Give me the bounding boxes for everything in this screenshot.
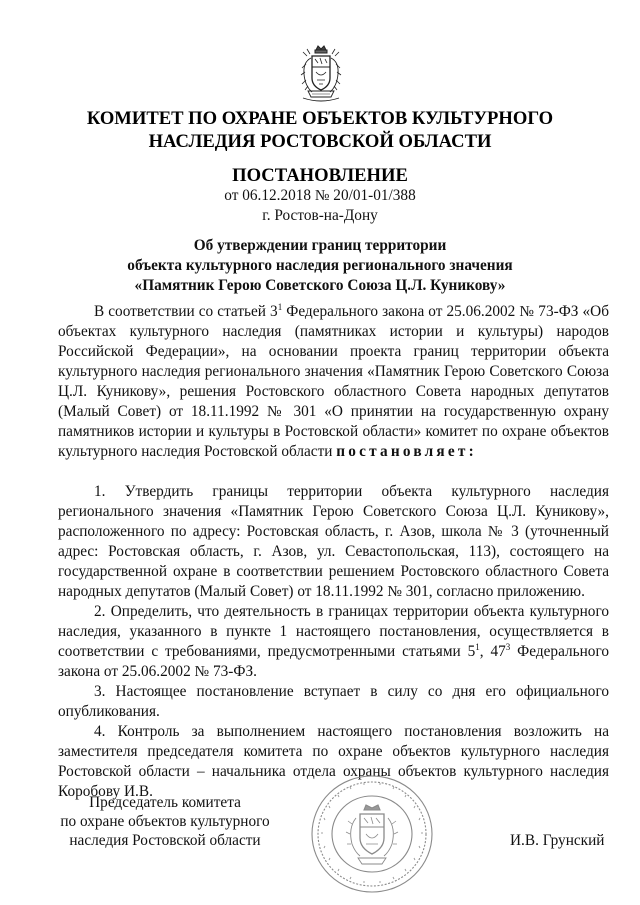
item-2-superscript-2: 3 xyxy=(505,642,511,652)
document-city: г. Ростов-на-Дону xyxy=(262,207,378,224)
signature-title-line-3: наследия Ростовской области xyxy=(69,832,261,849)
org-line-2: НАСЛЕДИЯ РОСТОВСКОЙ ОБЛАСТИ xyxy=(148,131,492,152)
document-subject xyxy=(60,236,580,296)
signer-name: И.В. Грунский xyxy=(510,832,605,849)
subject-line-3: «Памятник Герою Советского Союза Ц.Л. Куникову» xyxy=(134,277,506,294)
signature-title xyxy=(50,793,280,850)
document-meta xyxy=(60,186,580,226)
item-2-part-3: Федерального закона от 25.06.2002 № 73-ФЗ. xyxy=(58,643,609,680)
document-body xyxy=(58,302,609,802)
org-line-1: КОМИТЕТ ПО ОХРАНЕ ОБЪЕКТОВ КУЛЬТУРНОГО xyxy=(86,108,554,129)
preamble-start: В соответствии со статьей 3 xyxy=(94,303,278,320)
preamble-paragraph xyxy=(58,302,609,462)
item-2-part-1: 2. Определить, что деятельность в границах территории объекта культурного наследия, указанного в пункте 1 настоящего постановления, осуществляется в соответствии с требованиями, предусмотренными статьями 5 xyxy=(58,603,609,660)
coat-of-arms-icon xyxy=(298,44,344,104)
subject-line-2: объекта культурного наследия регионального значения xyxy=(127,257,513,274)
document-type: ПОСТАНОВЛЕНИЕ xyxy=(232,165,408,186)
item-2-superscript-1: 1 xyxy=(475,642,480,652)
official-seal-icon xyxy=(308,772,436,896)
item-2-part-2: , 47 xyxy=(479,643,506,660)
subject-line-1: Об утверждении границ территории xyxy=(193,237,447,254)
decree-word: постановляет: xyxy=(336,443,477,460)
signature-title-line-1: Председатель комитета xyxy=(89,794,241,811)
document-date-number: от 06.12.2018 № 20/01-01/388 xyxy=(224,187,416,204)
signature-title-line-2: по охране объектов культурного xyxy=(60,813,270,830)
preamble-superscript: 1 xyxy=(277,302,283,312)
item-3: 3. Настоящее постановление вступает в силу со дня его официального опубликования. xyxy=(58,683,609,720)
item-4: 4. Контроль за выполнением настоящего постановления возложить на заместителя председателя комитета по охране объектов культурного наследия Ростовской области – начальника отдела охраны объектов культурного наследия Коробову И.В. xyxy=(58,723,609,800)
item-2 xyxy=(58,602,609,682)
preamble-text: Федерального закона от 25.06.2002 № 73-ФЗ «Об объектах культурного наследия (памятниках истории и культуры) народов Российской Федерации», на основании проекта границ территории объекта культурного наследия регионального значения «Памятник Герою Советского Союза Ц.Л. Куникову», решения Ростовского областного Совета народных депутатов (Малый Совет) от 18.11.1992 № 301 «О принятии на государственную охрану памятников истории и культуры в Ростовской области» комитет по охране объектов культурного наследия Ростовской области xyxy=(58,303,609,460)
item-1: 1. Утвердить границы территории объекта культурного наследия регионального значения «Памятник Герою Советского Союза Ц.Л. Куникову», расположенного по адресу: Ростовская область, г. Азов, школа № 3 (уточненный адрес: Ростовская область, г. Азов, ул. Севастопольская, 113), состоящего на государственной охране в соответствии решением Ростовского областного Совета народных депутатов (Малый Совет) от 18.11.1992 № 301, согласно приложению. xyxy=(58,483,609,600)
organization-name xyxy=(60,107,580,153)
